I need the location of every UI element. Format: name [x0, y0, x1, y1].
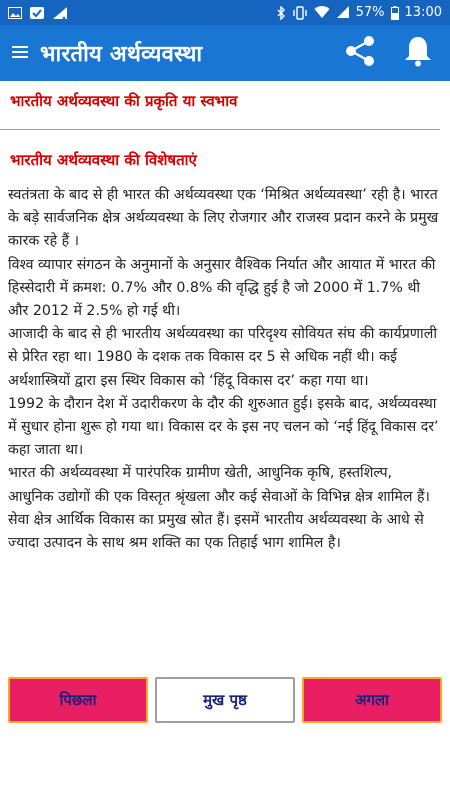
bell-icon — [404, 35, 432, 71]
notification-button[interactable] — [398, 33, 438, 73]
status-time: 13:00 — [404, 5, 442, 20]
menu-icon — [12, 44, 28, 63]
heading-nature: भारतीय अर्थव्यवस्था की प्रकृति या स्वभाव — [10, 92, 238, 110]
paragraph: सेवा क्षेत्र आर्थिक विकास का प्रमुख स्रोत हैं। इसमें भारतीय अर्थव्यवस्था के आधे से ज्यादा उत्पादन के साथ श्रम शक्ति का एक तिहाई भाग शामिल है। — [8, 511, 424, 552]
share-icon — [344, 35, 376, 71]
check-icon — [30, 7, 44, 19]
bluetooth-icon — [276, 6, 286, 20]
app-title: भारतीय अर्थव्यवस्था — [40, 42, 203, 67]
next-button[interactable]: अगला — [302, 677, 442, 723]
battery-percent: 57% — [355, 5, 385, 20]
article-content — [0, 81, 450, 552]
cell-signal-icon — [336, 6, 350, 19]
app-actions — [340, 33, 450, 73]
status-bar — [0, 0, 450, 25]
bottom-nav — [0, 677, 450, 725]
image-icon — [8, 7, 22, 19]
paragraph: आजादी के बाद से ही भारतीय अर्थव्यवस्था का परिदृश्य सोवियत संघ की कार्यप्रणाली से प्रेरित रहा था। 1980 के दशक तक विकास दर 5 से अधिक नहीं थी। कई अर्थशास्त्रियों द्वारा इस स्थिर विकास को ‘हिंदू विकास दर’ कहा गया था। — [8, 326, 438, 389]
signal-icon — [52, 6, 68, 20]
previous-button[interactable]: पिछला — [8, 677, 148, 723]
paragraph: भारत की अर्थव्यवस्था में पारंपरिक ग्रामीण खेती, आधुनिक कृषि, हस्तशिल्प, आधुनिक उद्योगों की एक विस्तृत श्रृंखला और कई सेवाओं के विभिन्न क्षेत्र शामिल हैं। — [8, 465, 430, 505]
heading-features: भारतीय अर्थव्यवस्था की विशेषताएं — [10, 151, 197, 169]
home-button[interactable]: मुख पृष्ठ — [155, 677, 295, 723]
status-left — [0, 6, 68, 20]
body-text — [8, 184, 442, 555]
menu-button[interactable] — [2, 25, 38, 81]
section-divider — [0, 129, 440, 130]
share-button[interactable] — [340, 33, 380, 73]
paragraph: स्वतंत्रता के बाद से ही भारत की अर्थव्यवस्था एक ‘मिश्रित अर्थव्यवस्था’ रही है। भारत के बड़े सार्वजनिक क्षेत्र अर्थव्यवस्था के लिए रोजगार और राजस्व प्रदान करने के प्रमुख कारक रहे हैं । — [8, 187, 439, 250]
vibrate-icon — [292, 6, 308, 20]
paragraph: विश्व व्यापार संगठन के अनुमानों के अनुसार वैश्विक निर्यात और आयात में भारत की हिस्सेदारी में क्रमश: 0.7% और 0.8% की वृद्धि हुई है जो 2000 में 1.7% थी और 2012 में 2.5% हो गई थी। — [8, 256, 436, 320]
wifi-icon — [314, 6, 330, 19]
app-bar — [0, 25, 450, 81]
status-right — [276, 5, 450, 20]
battery-icon — [391, 6, 399, 20]
paragraph: 1992 के दौरान देश में उदारीकरण के दौर की शुरुआत हुई। इसके बाद, अर्थव्यवस्था में सुधार होना शुरू हो गया था। विकास दर के इस नए चलन को ‘नई हिंदू विकास दर’ कहा जाता था। — [8, 395, 439, 459]
